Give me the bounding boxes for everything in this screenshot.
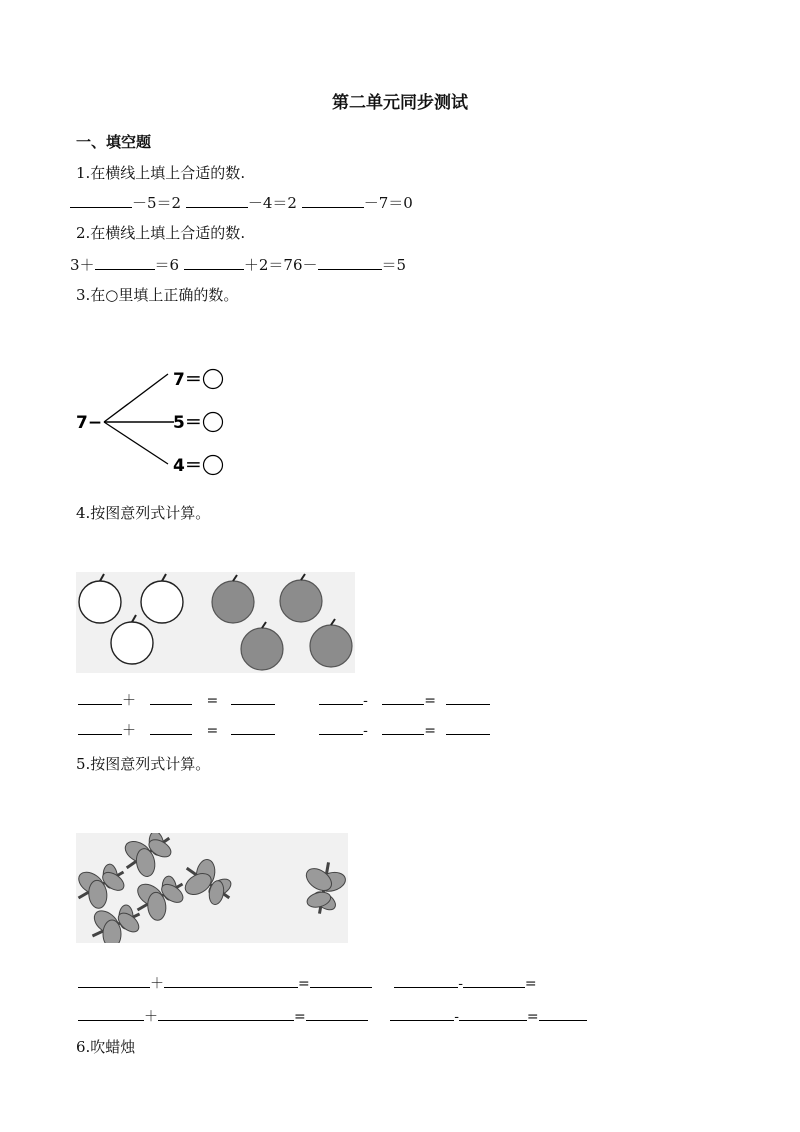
section-heading: 一、填空题 [76, 133, 152, 151]
answer-blank[interactable] [446, 690, 490, 705]
answer-blank[interactable] [78, 720, 122, 735]
branch-line [104, 422, 168, 464]
branch-label: 7＝ [173, 370, 202, 390]
question-1-equations [70, 192, 413, 213]
question-5-text: 5.按图意列式计算。 [76, 755, 211, 773]
equation-part: 6－ [292, 256, 318, 274]
operator: = [206, 723, 219, 739]
answer-blank[interactable] [319, 690, 363, 705]
dragonfly-icon [297, 858, 348, 917]
question-1-text: 1.在横线上填上合适的数. [76, 164, 246, 182]
answer-blank[interactable] [459, 1006, 527, 1021]
dragonfly-icon [174, 849, 243, 916]
white-apple-icon [79, 581, 121, 623]
answer-blank[interactable] [231, 720, 275, 735]
equation-part: －5＝2 [132, 194, 182, 212]
operator: = [206, 693, 219, 709]
gray-apple-icon [310, 625, 352, 667]
question-4-text: 4.按图意列式计算。 [76, 504, 211, 522]
equation-part: ＝6 [154, 256, 180, 274]
gray-apple-icon [212, 581, 254, 623]
answer-blank[interactable] [382, 720, 424, 735]
answer-circle[interactable] [204, 370, 223, 389]
answer-blank[interactable] [78, 1006, 144, 1021]
answer-blank[interactable] [78, 690, 122, 705]
equation-part: ＋2＝7 [243, 256, 293, 274]
question-3-text: 3.在○里填上正确的数。 [76, 286, 239, 304]
subtraction-tree-diagram [70, 360, 240, 485]
operator: - [363, 723, 368, 739]
dragonflies-picture [76, 833, 348, 943]
operator: = [294, 1009, 306, 1025]
answer-blank[interactable] [446, 720, 490, 735]
answer-blank[interactable] [382, 690, 424, 705]
answer-blank[interactable] [184, 255, 244, 270]
answer-circle[interactable] [204, 413, 223, 432]
operator: ＋ [150, 976, 164, 992]
equation-part: －7＝0 [363, 194, 413, 212]
answer-blank[interactable] [319, 720, 363, 735]
answer-blank[interactable] [186, 193, 248, 208]
operator: ＋ [122, 693, 136, 709]
answer-circle[interactable] [204, 456, 223, 475]
operator: ＋ [144, 1009, 158, 1025]
operator: - [458, 976, 463, 992]
dragonflies-equation-row [78, 973, 537, 993]
answer-blank[interactable] [310, 973, 372, 988]
apples-equation-row [78, 720, 490, 740]
gray-apple-icon [280, 580, 322, 622]
answer-blank[interactable] [78, 973, 150, 988]
operator: ＋ [122, 723, 136, 739]
answer-blank[interactable] [302, 193, 364, 208]
answer-blank[interactable] [463, 973, 525, 988]
dragonflies-equation-row [78, 1006, 587, 1026]
operator: = [524, 976, 537, 992]
answer-blank[interactable] [150, 690, 192, 705]
answer-blank[interactable] [539, 1006, 587, 1021]
apples-picture [76, 572, 355, 673]
answer-blank[interactable] [70, 193, 132, 208]
branch-label: 4＝ [173, 456, 202, 476]
equation-part: ＝5 [381, 256, 407, 274]
white-apple-icon [111, 622, 153, 664]
answer-blank[interactable] [95, 255, 155, 270]
page-title: 第二单元同步测试 [332, 93, 468, 113]
answer-blank[interactable] [231, 690, 275, 705]
answer-blank[interactable] [394, 973, 458, 988]
tree-minuend: 7− [76, 413, 103, 433]
operator: = [526, 1009, 539, 1025]
answer-blank[interactable] [158, 1006, 294, 1021]
answer-blank[interactable] [318, 255, 382, 270]
answer-blank[interactable] [390, 1006, 454, 1021]
question-6-text: 6.吹蜡烛 [76, 1038, 136, 1056]
question-2-equations [70, 254, 406, 275]
question-2-text: 2.在横线上填上合适的数. [76, 224, 246, 242]
branch-label: 5＝ [173, 413, 202, 433]
white-apple-icon [141, 581, 183, 623]
apples-equation-row [78, 690, 490, 710]
gray-apple-icon [241, 628, 283, 670]
operator: - [454, 1009, 459, 1025]
equation-part: －4＝2 [247, 194, 297, 212]
answer-blank[interactable] [306, 1006, 368, 1021]
operator: - [363, 693, 368, 709]
answer-blank[interactable] [164, 973, 298, 988]
branch-line [104, 374, 168, 422]
answer-blank[interactable] [150, 720, 192, 735]
equation-part: 3＋ [70, 256, 95, 274]
operator: = [424, 723, 437, 739]
operator: = [298, 976, 310, 992]
operator: = [424, 693, 437, 709]
